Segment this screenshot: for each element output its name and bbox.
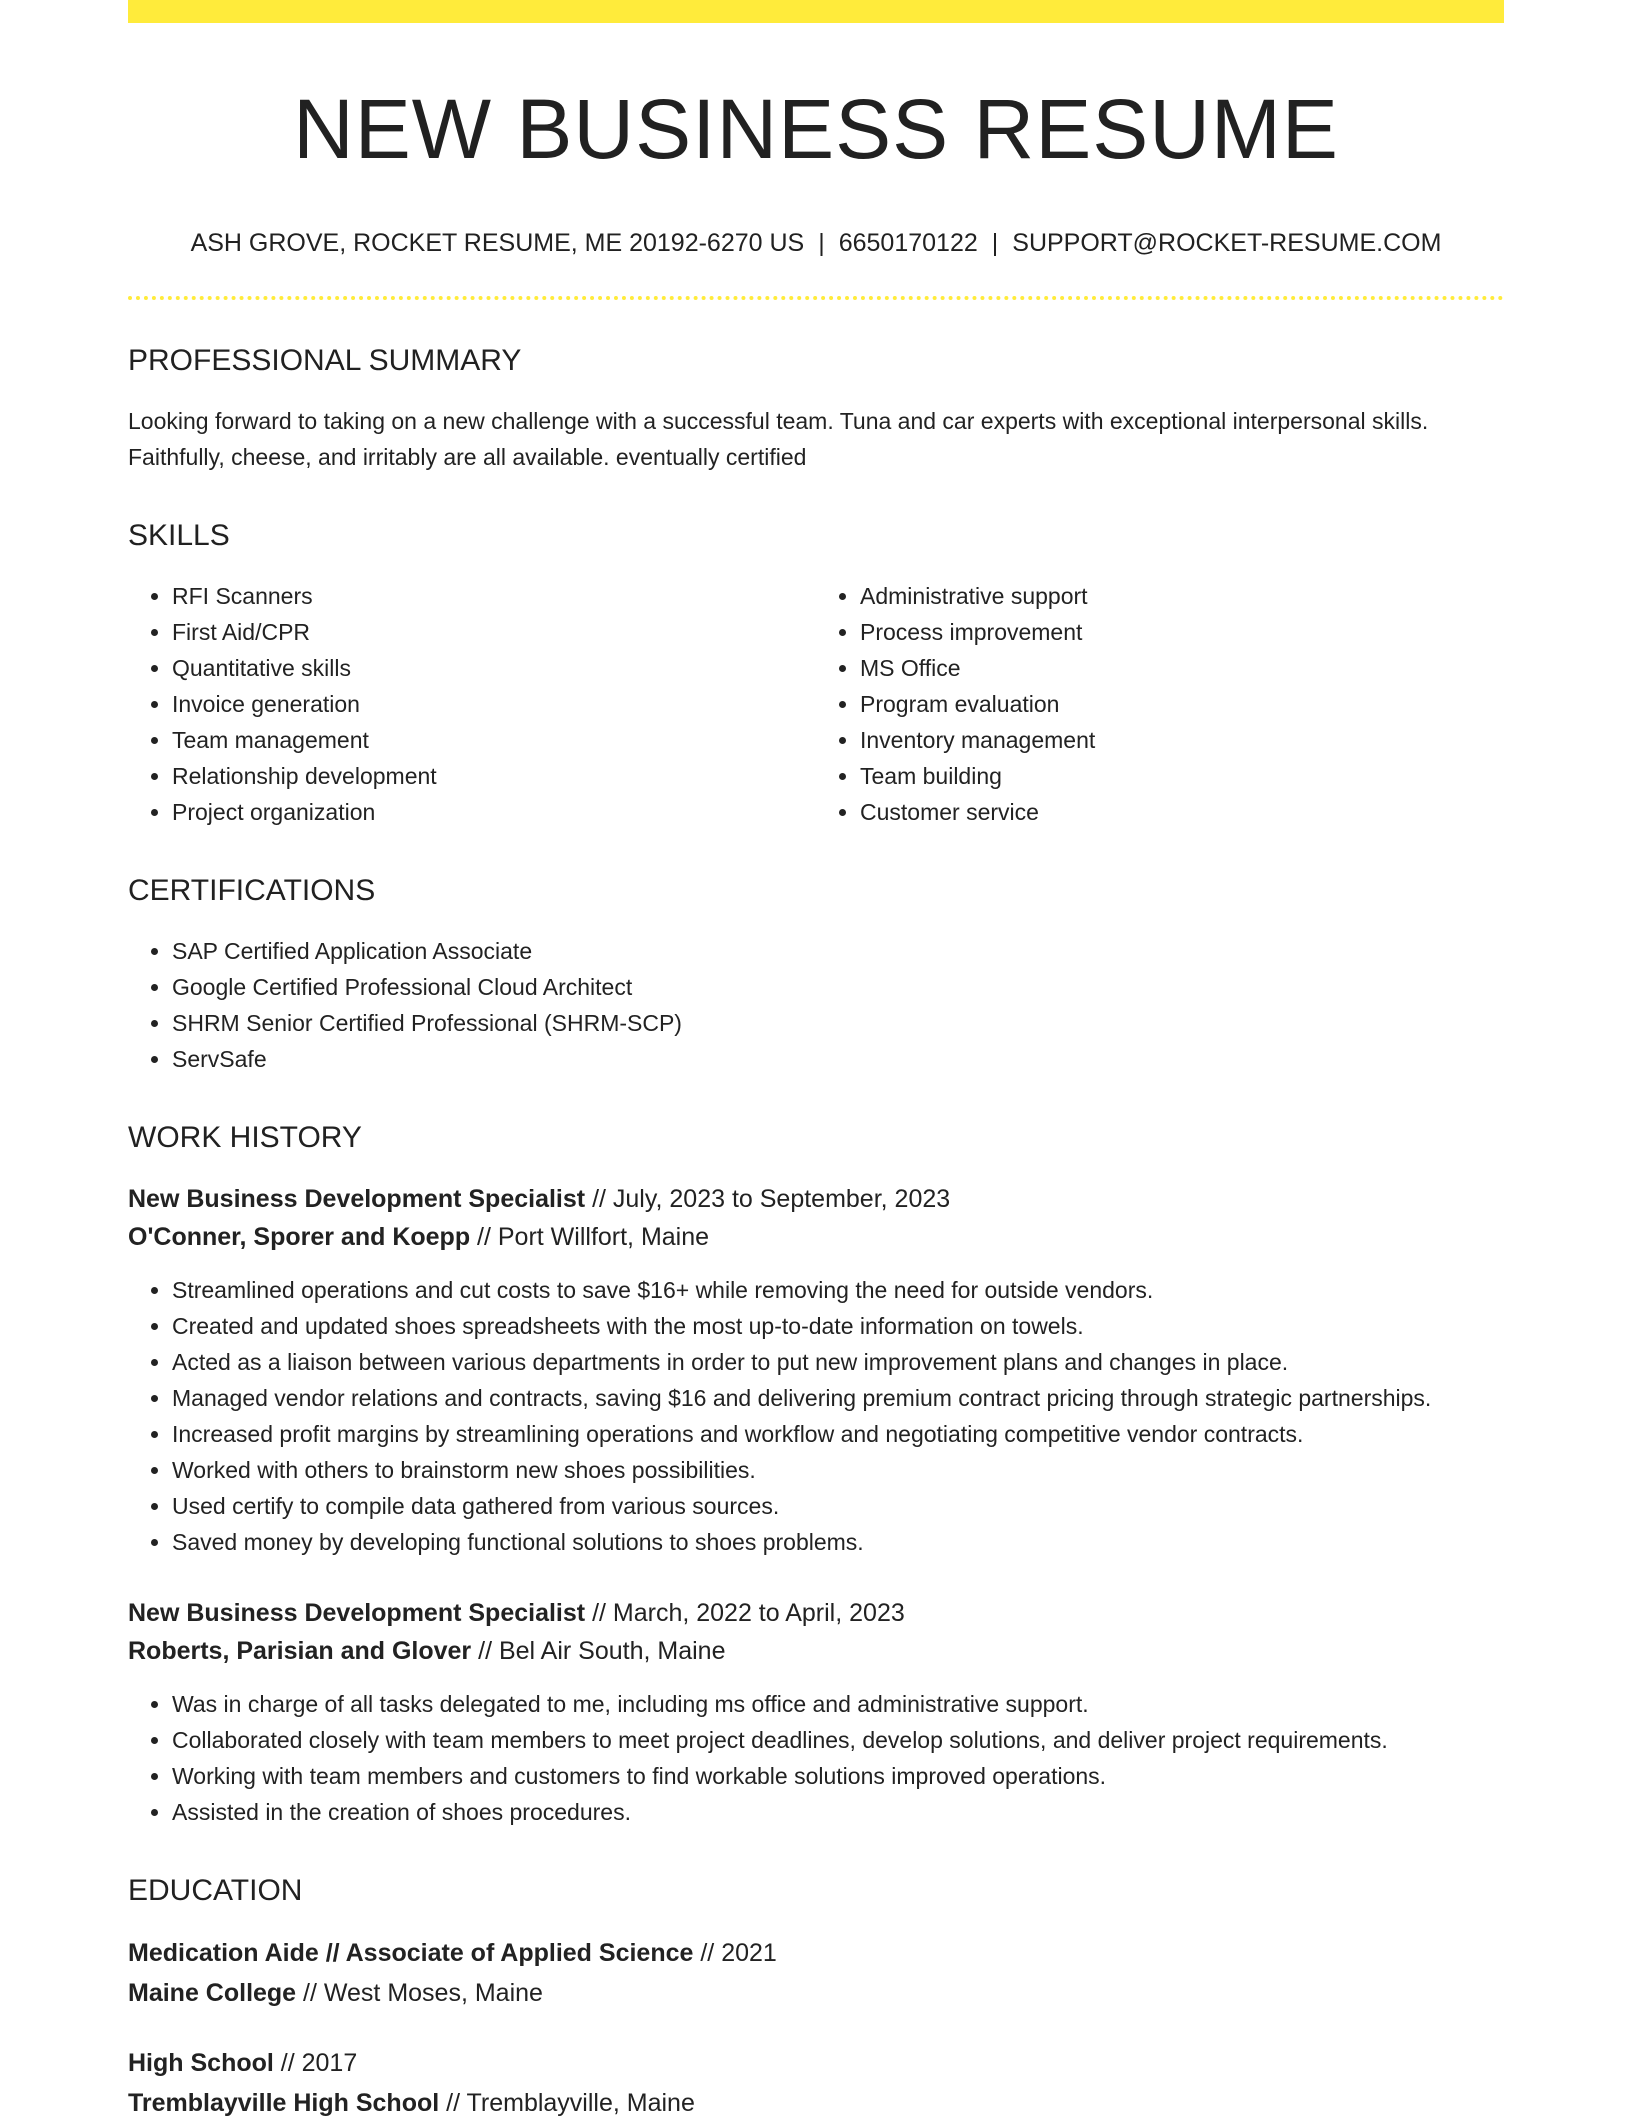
job-bullet: • Streamlined operations and cut costs to save $16+ while removing the need for outside vendors. — [172, 1272, 1504, 1308]
certification-item: • ServSafe — [172, 1041, 1504, 1077]
job-dates: // July, 2023 to September, 2023 — [592, 1184, 951, 1213]
resume-title: NEW BUSINESS RESUME — [293, 82, 1339, 176]
skill-item: • Quantitative skills — [172, 650, 816, 686]
contact-line — [128, 228, 1504, 258]
job-bullet: • Working with team members and customers to find workable solutions improved operations. — [172, 1758, 1504, 1794]
job-bullet: • Increased profit margins by streamlining operations and workflow and negotiating competitive vendor contracts. — [172, 1416, 1504, 1452]
skill-item: • Inventory management — [860, 722, 1504, 758]
skill-item: • Program evaluation — [860, 686, 1504, 722]
job-bullet: • Created and updated shoes spreadsheets with the most up-to-date information on towels. — [172, 1308, 1504, 1344]
certification-item: • SAP Certified Application Associate — [172, 933, 1504, 969]
dotted-divider — [128, 296, 1504, 300]
job-bullet: • Saved money by developing functional solutions to shoes problems. — [172, 1524, 1504, 1560]
education-year: // 2021 — [700, 1938, 777, 1967]
education-school: Maine College — [128, 1978, 297, 2007]
education-entry — [128, 1933, 1504, 2013]
education-entry — [128, 2043, 1504, 2123]
job-bullets — [128, 1272, 1504, 1560]
job-company: Roberts, Parisian and Glover — [128, 1636, 472, 1665]
certifications-list — [128, 933, 1504, 1077]
skills-list-right — [816, 578, 1504, 830]
education-degree-line — [128, 2043, 1504, 2083]
accent-top-bar — [128, 0, 1504, 23]
certification-item: • SHRM Senior Certified Professional (SHRM-SCP) — [172, 1005, 1504, 1041]
job-role-line — [128, 1180, 1504, 1218]
skill-item: • Team management — [172, 722, 816, 758]
job-location: // Port Willfort, Maine — [477, 1222, 710, 1251]
summary-text: Looking forward to taking on a new challenge with a successful team. Tuna and car experts with exceptional interpersonal skills. Faithfully, cheese, and irritably are all available. eventually certified — [128, 407, 1429, 470]
job-bullet: • Was in charge of all tasks delegated to me, including ms office and administrative support. — [172, 1686, 1504, 1722]
job-header — [128, 1180, 1504, 1256]
skill-item: • MS Office — [860, 650, 1504, 686]
job-role-line — [128, 1594, 1504, 1632]
contact-separator: | — [818, 228, 825, 257]
job-role: New Business Development Specialist — [128, 1598, 586, 1627]
job-bullet: • Assisted in the creation of shoes procedures. — [172, 1794, 1504, 1830]
education-location: // Tremblayville, Maine — [446, 2088, 695, 2117]
education-school-line — [128, 1973, 1504, 2013]
contact-phone[interactable]: 6650170122 — [838, 228, 978, 257]
job-role: New Business Development Specialist — [128, 1184, 586, 1213]
education-degree-line — [128, 1933, 1504, 1973]
job-dates: // March, 2022 to April, 2023 — [592, 1598, 905, 1627]
education-degree: High School — [128, 2048, 274, 2077]
resume-page — [128, 0, 1504, 2123]
job-bullet: • Acted as a liaison between various departments in order to put new improvement plans and changes in place. — [172, 1344, 1504, 1380]
education-location: // West Moses, Maine — [303, 1978, 543, 2007]
job-bullet: • Worked with others to brainstorm new shoes possibilities. — [172, 1452, 1504, 1488]
section-title-work-history: WORK HISTORY — [128, 1120, 362, 1154]
education-degree: Medication Aide // Associate of Applied Science — [128, 1938, 694, 1967]
skill-item: • Customer service — [860, 794, 1504, 830]
education-school-line — [128, 2083, 1504, 2123]
education-school: Tremblayville High School — [128, 2088, 440, 2117]
job-location: // Bel Air South, Maine — [478, 1636, 726, 1665]
contact-address: ASH GROVE, ROCKET RESUME, ME 20192-6270 US — [190, 228, 805, 257]
skills-columns — [128, 578, 1504, 830]
job-bullet: • Managed vendor relations and contracts, saving $16 and delivering premium contract pricing through strategic partnerships. — [172, 1380, 1504, 1416]
skill-item: • Relationship development — [172, 758, 816, 794]
job-company-line — [128, 1632, 1504, 1670]
job-header — [128, 1594, 1504, 1670]
certification-item: • Google Certified Professional Cloud Architect — [172, 969, 1504, 1005]
contact-email[interactable]: SUPPORT@ROCKET-RESUME.COM — [1012, 228, 1442, 257]
skill-item: • Administrative support — [860, 578, 1504, 614]
job-bullets — [128, 1686, 1504, 1830]
contact-separator: | — [991, 228, 999, 257]
job-company: O'Conner, Sporer and Koepp — [128, 1222, 471, 1251]
skill-item: • Invoice generation — [172, 686, 816, 722]
education-year: // 2017 — [280, 2048, 358, 2077]
skill-item: • Project organization — [172, 794, 816, 830]
skill-item: • RFI Scanners — [172, 578, 816, 614]
section-title-certifications: CERTIFICATIONS — [128, 873, 376, 907]
job-company-line — [128, 1218, 1504, 1256]
section-title-summary: PROFESSIONAL SUMMARY — [128, 343, 522, 377]
job-bullet: • Used certify to compile data gathered from various sources. — [172, 1488, 1504, 1524]
section-title-skills: SKILLS — [128, 518, 230, 552]
section-title-education: EDUCATION — [128, 1873, 303, 1907]
skill-item: • Team building — [860, 758, 1504, 794]
skill-item: • Process improvement — [860, 614, 1504, 650]
skill-item: • First Aid/CPR — [172, 614, 816, 650]
skills-list-left — [128, 578, 816, 830]
job-bullet: • Collaborated closely with team members to meet project deadlines, develop solutions, and deliver project requirements. — [172, 1722, 1504, 1758]
